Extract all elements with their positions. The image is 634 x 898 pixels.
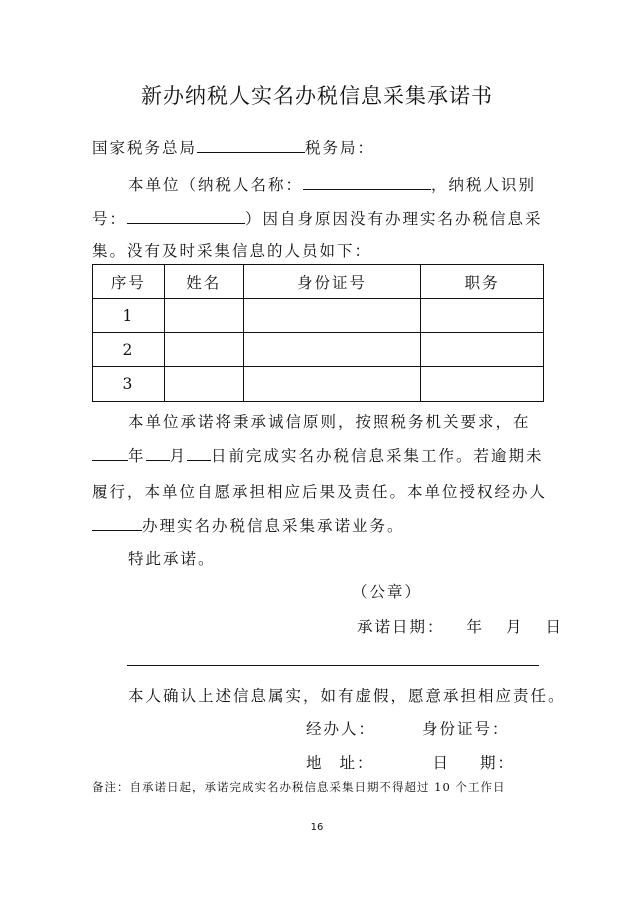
pledge-line-1: 本单位承诺将秉承诚信原则，按照税务机关要求，在: [128, 413, 531, 431]
intro-line-2: [92, 207, 543, 229]
date-label-a: 日: [432, 754, 451, 772]
pledge-date-label: 承诺日期：: [357, 618, 445, 636]
address-line: [306, 751, 515, 773]
pledge-year-label: 年: [128, 447, 146, 465]
address-label-a: 地: [306, 754, 324, 772]
row-position-cell[interactable]: [421, 333, 544, 367]
table-row: [93, 367, 544, 402]
row-id-cell[interactable]: [243, 299, 421, 333]
row-position-cell[interactable]: [421, 299, 544, 333]
pledge-date-month: 月: [506, 618, 524, 636]
row-name-cell[interactable]: [164, 333, 243, 367]
personnel-table: [92, 264, 544, 402]
table-row: [93, 333, 544, 367]
pledge-line-2: [92, 444, 544, 466]
document-title: 新办纳税人实名办税信息采集承诺书: [141, 84, 493, 108]
intro-line-3: 集。没有及时采集信息的人员如下：: [92, 242, 373, 260]
agent-name-blank[interactable]: [92, 516, 142, 531]
agent-line: [306, 717, 510, 739]
month-blank[interactable]: [146, 446, 170, 461]
tax-bureau-blank[interactable]: [197, 138, 305, 153]
header-name: 姓名: [164, 265, 243, 299]
pledge-line-3: 履行，本单位自愿承担相应后果及责任。本单位授权经办人: [92, 483, 548, 501]
intro-text-2b: ）因自身原因没有办理实名办税信息采: [245, 210, 543, 228]
intro-text-2a: 号：: [92, 210, 128, 228]
header-position: 职务: [421, 265, 544, 299]
intro-text-1a: 本单位（纳税人名称：: [128, 176, 304, 194]
pledge-date-year: 年: [466, 618, 485, 636]
row-id-cell[interactable]: [243, 367, 421, 402]
intro-line-1: [128, 173, 536, 195]
pledge-month-label: 月: [169, 447, 188, 465]
address-label-b: 址：: [339, 754, 375, 772]
pledge-line-4-text: 办理实名办税信息采集承诺业务。: [142, 517, 405, 535]
day-blank[interactable]: [187, 446, 211, 461]
addressee-line: [92, 136, 375, 158]
pledge-date-line: [357, 615, 563, 637]
row-serial: 2: [93, 333, 165, 367]
pledge-date-day: 日: [545, 618, 564, 636]
official-seal-label: （公章）: [352, 583, 423, 601]
row-name-cell[interactable]: [164, 367, 243, 402]
row-serial: 1: [93, 299, 165, 333]
intro-text-1b: ，纳税人识别: [431, 176, 537, 194]
row-position-cell[interactable]: [421, 367, 544, 402]
row-serial: 3: [93, 367, 165, 402]
year-blank[interactable]: [92, 446, 128, 461]
header-serial: 序号: [93, 265, 165, 299]
taxpayer-id-blank[interactable]: [127, 209, 245, 224]
addressee-suffix: 税务局：: [305, 139, 376, 157]
addressee-prefix: 国家税务总局: [92, 139, 198, 157]
confirmation-statement: 本人确认上述信息属实，如有虚假，愿意承担相应责任。: [128, 687, 566, 705]
taxpayer-name-blank[interactable]: [303, 175, 431, 190]
pledge-line-2-rest: 日前完成实名办税信息采集工作。若逾期未: [211, 447, 544, 465]
date-label-b: 期：: [480, 754, 516, 772]
pledge-line-5: 特此承诺。: [128, 550, 216, 568]
table-row: [93, 299, 544, 333]
pledge-line-4: [92, 514, 405, 536]
page-number: 16: [310, 822, 324, 833]
agent-label: 经办人：: [306, 720, 377, 738]
footnote: 备注：自承诺日起，承诺完成实名办税信息采集日期不得超过 10 个工作日: [92, 780, 506, 794]
table-header-row: [93, 265, 544, 299]
row-name-cell[interactable]: [164, 299, 243, 333]
header-id-number: 身份证号: [243, 265, 421, 299]
row-id-cell[interactable]: [243, 333, 421, 367]
divider-line: [127, 665, 539, 666]
agent-id-label: 身份证号：: [422, 720, 510, 738]
